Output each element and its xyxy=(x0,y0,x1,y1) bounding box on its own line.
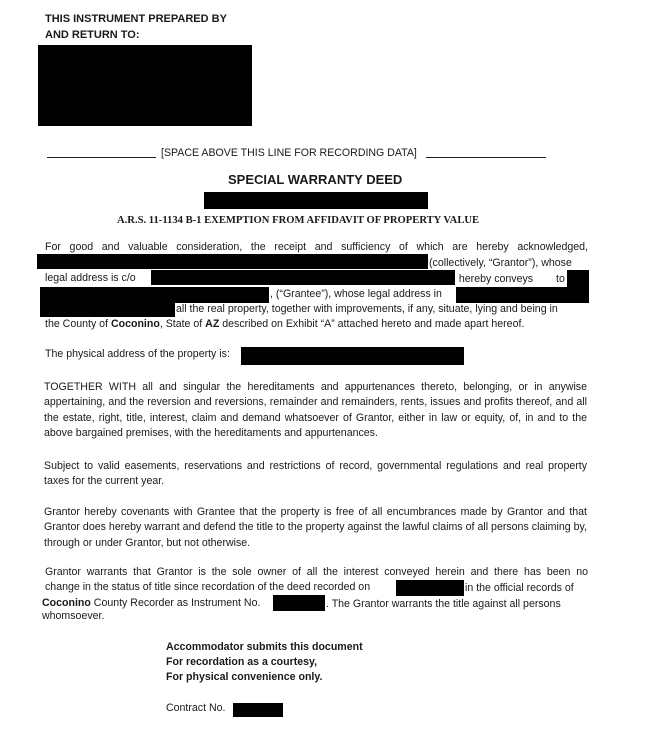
redacted-contract-no xyxy=(233,703,283,717)
redacted-grantor-address xyxy=(151,270,455,285)
warrants-line3-post: . The Grantor warrants the title against all persons xyxy=(326,598,561,610)
warrants-line2-pre: change in the status of title since recordation of the deed recorded on xyxy=(45,581,371,593)
warrants-line2-post: in the official records of xyxy=(465,582,574,594)
recording-rule-left xyxy=(47,157,156,158)
deed-title: SPECIAL WARRANTY DEED xyxy=(228,172,403,187)
redacted-recorded-date xyxy=(396,580,464,596)
redacted-grantee-address xyxy=(456,287,568,303)
para1-legal-address: legal address is c/o xyxy=(45,272,136,284)
accommodator-line3: For physical convenience only. xyxy=(166,671,323,683)
para1-line1: For good and valuable consideration, the receipt and sufficiency of which are hereby acknowledged, xyxy=(45,241,588,253)
county-name: Coconino xyxy=(110,318,160,330)
redacted-grantee-address-2 xyxy=(40,303,175,317)
prepared-by-line2: AND RETURN TO: xyxy=(45,29,140,41)
para1-real-property: all the real property, together with improvements, if any, situate, lying and being in xyxy=(176,303,558,315)
redacted-physical-address xyxy=(241,347,464,365)
warrants-line4: whomsoever. xyxy=(42,610,105,622)
recording-rule-right xyxy=(426,157,546,158)
para1-grantee: , (“Grantee”), whose legal address in xyxy=(270,288,442,300)
state-pre: , State of xyxy=(159,318,206,330)
accommodator-line2: For recordation as a courtesy, xyxy=(166,656,318,668)
contract-label: Contract No. xyxy=(166,702,226,714)
covenant-paragraph: Grantor hereby covenants with Grantee that the property is free of all encumbrances made by Grantor and that Grantor does hereby warrant and defend the title to the property against the lawful claims of all persons claiming by, through or under Grantor, but not otherwise. xyxy=(44,506,587,549)
recording-space-label: [SPACE ABOVE THIS LINE FOR RECORDING DATA] xyxy=(161,147,417,159)
exemption-heading: A.R.S. 11-1134 B-1 EXEMPTION FROM AFFIDAVIT OF PROPERTY VALUE xyxy=(117,215,480,226)
state-name: AZ xyxy=(205,318,220,330)
county-post: described on Exhibit “A” attached hereto and made apart hereof. xyxy=(219,318,525,330)
together-paragraph: TOGETHER WITH all and singular the hereditaments and appurtenances thereto, belonging, or in anywise appertaining, and the reversion and reversions, remainder and remainders, rents, issues and profits thereof, and all the estate, right, title, interest, claim and demand whatsoever of Grantor, either in law or equity, of, in and to the above bargained premises, with the hereditaments and appurtenances. xyxy=(44,381,587,439)
para1-conveys: , hereby conveys xyxy=(453,273,534,285)
redacted-return-address xyxy=(38,45,252,126)
redacted-grantee xyxy=(40,287,269,303)
physical-address-label: The physical address of the property is: xyxy=(45,348,230,360)
prepared-by-line1: THIS INSTRUMENT PREPARED BY xyxy=(45,13,227,25)
redacted-grantor xyxy=(37,254,428,269)
redacted-subtitle xyxy=(204,192,428,209)
para1-to: to xyxy=(556,273,565,285)
para1-county-line xyxy=(45,317,524,332)
warrants-line1: Grantor warrants that Grantor is the sole owner of all the interest conveyed herein and there has been no xyxy=(45,566,588,578)
warrants-line3-mid: County Recorder as Instrument No. xyxy=(90,597,261,609)
county-pre: the County of xyxy=(45,318,111,330)
warrants-county: Coconino xyxy=(42,597,91,609)
accommodator-line1: Accommodator submits this document xyxy=(166,641,363,653)
redacted-instrument-no xyxy=(273,595,325,611)
redacted-grantee-right xyxy=(567,270,589,303)
para1-collectively: (collectively, “Grantor”), whose xyxy=(429,257,572,269)
subject-paragraph: Subject to valid easements, reservations and restrictions of record, governmental regulations and real property taxes for the current year. xyxy=(44,460,587,488)
